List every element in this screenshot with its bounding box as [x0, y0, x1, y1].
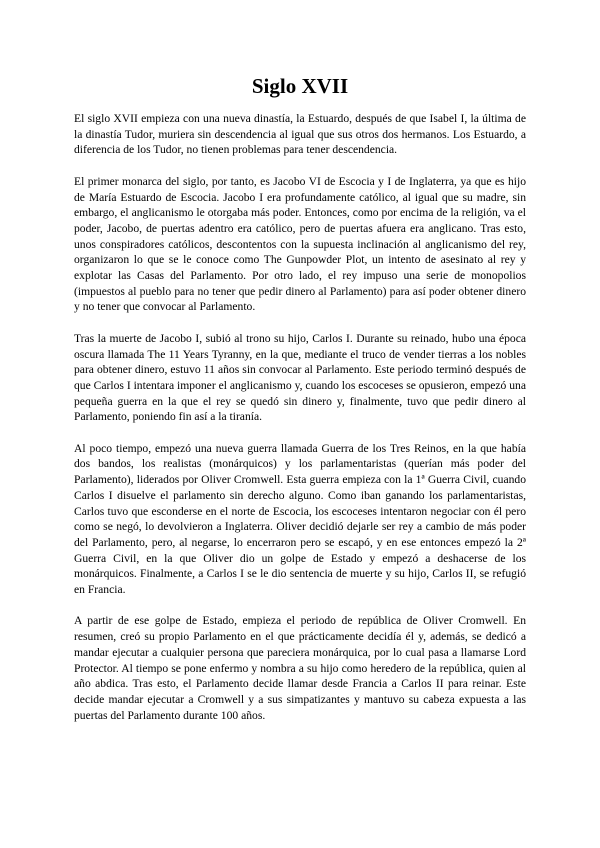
paragraph-jacobo-i: El primer monarca del siglo, por tanto, es Jacobo VI de Escocia y I de Inglaterra, ya que es hijo de María Estuardo de Escocia. Jacobo I era profundamente católico, al igual que su madre, sin embargo, el anglicanismo le otorgaba más poder. Entonces, como por encima de la religión, va el poder, Jacobo, de puertas adentro era católico, pero de puertas afuera era anglicano. Tras esto, unos conspiradores católicos, descontentos con la supuesta inclinación al anglicanismo del rey, organizaron lo que se le conoce como The Gunpowder Plot, un intento de asesinato al rey y explotar las Casas del Parlamento. Por otro lado, el rey impuso una serie de monopolios (impuestos al pueblo para no tener que pedir dinero al Parlamento) para así poder obtener dinero y no tener que convocar al Parlamento. — [74, 174, 526, 314]
document-body — [74, 111, 526, 739]
paragraph-intro-estuardo: El siglo XVII empieza con una nueva dinastía, la Estuardo, después de que Isabel I, la última de la dinastía Tudor, muriera sin descendencia al igual que sus otros dos hermanos. Los Estuardo, a diferencia de los Tudor, no tienen problemas para tener descendencia. — [74, 112, 526, 157]
paragraph-republica-cromwell: A partir de ese golpe de Estado, empieza el periodo de república de Oliver Cromwell. En resumen, creó su propio Parlamento en el que prácticamente decidía él y, además, se dedicó a mandar ejecutar a cualquier persona que pareciera monárquica, por lo cual pasa a llamarse Lord Protector. Al tiempo se pone enfermo y nombra a su hijo como heredero de la república, quien al año abdica. Tras esto, el Parlamento decide llamar desde Francia a Carlos II para reinar. Este decide mandar ejecutar a Cromwell y a sus simpatizantes y mantuvo su cabeza expuesta a las puertas del Parlamento durante 100 años. — [74, 614, 526, 722]
page-title: Siglo XVII — [251, 74, 349, 98]
paragraph-guerra-tres-reinos: Al poco tiempo, empezó una nueva guerra llamada Guerra de los Tres Reinos, en la que había dos bandos, los realistas (monárquicos) y los parlamentaristas (querían más poder del Parlamento), liderados por Oliver Cromwell. Esta guerra empieza con la 1ª Guerra Civil, cuando Carlos I disuelve el parlamento sin derecho alguno. Como iban ganando los parlamentaristas, Carlos tuvo que esconderse en el norte de Escocia, los escoceses intentaron negociar con él pero como se negó, lo devolvieron a Inglaterra. Oliver decidió dejarle ser rey a cambio de más poder del Parlamento, pero, al negarse, lo encerraron pero se escapó, y en ese entonces empezó la 2ª Guerra Civil, en la que Oliver dio un golpe de Estado y empezó a deshacerse de los monárquicos. Finalmente, a Carlos I se le dio sentencia de muerte y su hijo, Carlos II, se refugió en Francia. — [74, 441, 526, 597]
paragraph-carlos-i: Tras la muerte de Jacobo I, subió al trono su hijo, Carlos I. Durante su reinado, hubo una época oscura llamada The 11 Years Tyranny, en la que, mediante el truco de vender tierras a los nobles para obtener dinero, estuvo 11 años sin convocar al Parlamento. Este periodo terminó después de que Carlos I intentara imponer el anglicanismo y, cuando los escoceses se opusieron, empezó una pequeña guerra en la que el rey se quedó sin dinero y, finalmente, tuvo que pedir dinero al Parlamento, poniendo fin así a la tiranía. — [74, 331, 526, 424]
